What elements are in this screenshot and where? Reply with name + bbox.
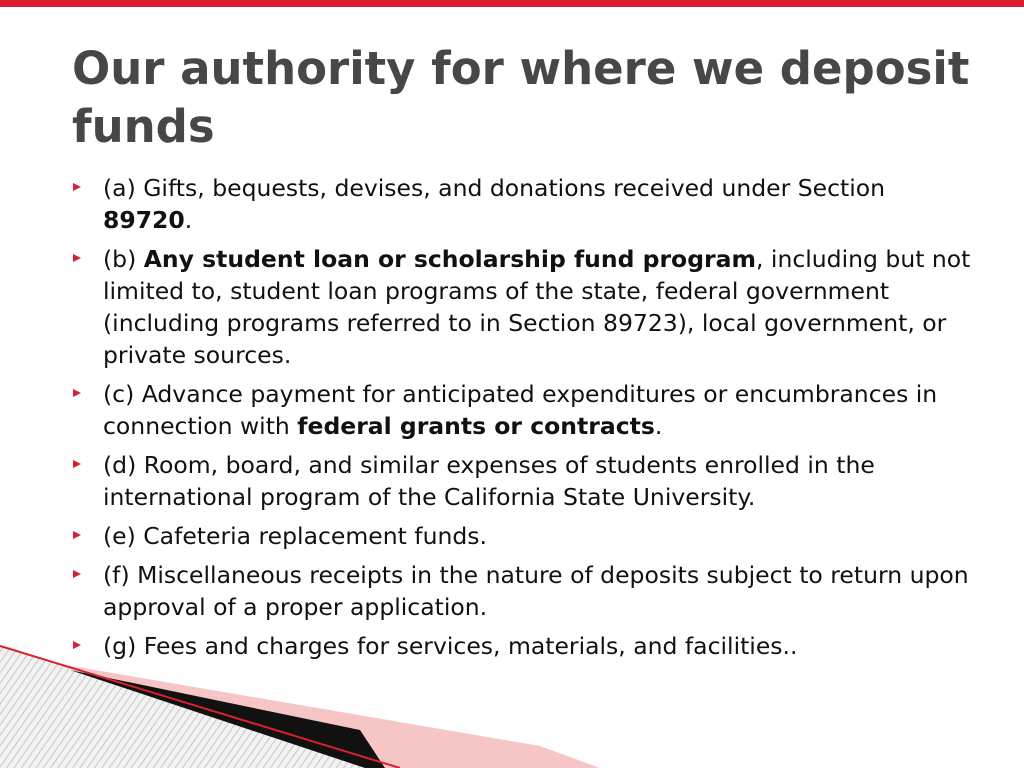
bullet-text-run: , including but not limited to, student loan programs of the state, federal government (including programs referred to in Section 89723), local government, or private sources. xyxy=(103,245,971,369)
top-accent-bar xyxy=(0,0,1024,7)
triangle-right-red-icon xyxy=(73,460,81,468)
bullet-bold-text: federal grants or contracts xyxy=(297,412,655,440)
triangle-right-red-icon xyxy=(73,531,81,539)
triangle-right-red-icon xyxy=(73,183,81,191)
bullet-text xyxy=(103,451,875,511)
bullet-item xyxy=(72,172,972,236)
bullet-text-run: (b) xyxy=(103,245,144,273)
triangle-right-red-icon xyxy=(73,254,81,262)
bullet-text-run: (c) Advance payment for anticipated expenditures or encumbrances in connection with xyxy=(103,380,938,440)
triangle-right-red-icon xyxy=(73,389,81,397)
bullet-text-run: . xyxy=(184,206,193,234)
bullet-item xyxy=(72,243,972,371)
bullet-text-run: (g) Fees and charges for services, materials, and facilities.. xyxy=(103,632,798,660)
bullet-text-run: (d) Room, board, and similar expenses of students enrolled in the international program of the California State University. xyxy=(103,451,875,511)
bullet-bold-text: Any student loan or scholarship fund program xyxy=(143,245,756,273)
bullet-list xyxy=(72,172,972,669)
bullet-item xyxy=(72,520,972,552)
triangle-right-red-icon xyxy=(73,570,81,578)
bullet-item xyxy=(72,378,972,442)
bullet-text xyxy=(103,522,487,550)
bullet-text-run: (a) Gifts, bequests, devises, and donations received under Section xyxy=(103,174,886,202)
bullet-text-run: (f) Miscellaneous receipts in the nature of deposits subject to return upon approval of a proper application. xyxy=(103,561,969,621)
bullet-bold-text: 89720 xyxy=(103,206,185,234)
bullet-item xyxy=(72,559,972,623)
bullet-text xyxy=(103,380,937,440)
bullet-text-run: (e) Cafeteria replacement funds. xyxy=(103,522,487,550)
bullet-text xyxy=(103,561,969,621)
bullet-item xyxy=(72,449,972,513)
bullet-text-run: . xyxy=(654,412,663,440)
corner-decoration xyxy=(0,630,1024,768)
bullet-text xyxy=(103,245,970,369)
slide-title: Our authority for where we deposit funds xyxy=(72,42,970,153)
bullet-text xyxy=(103,174,885,234)
